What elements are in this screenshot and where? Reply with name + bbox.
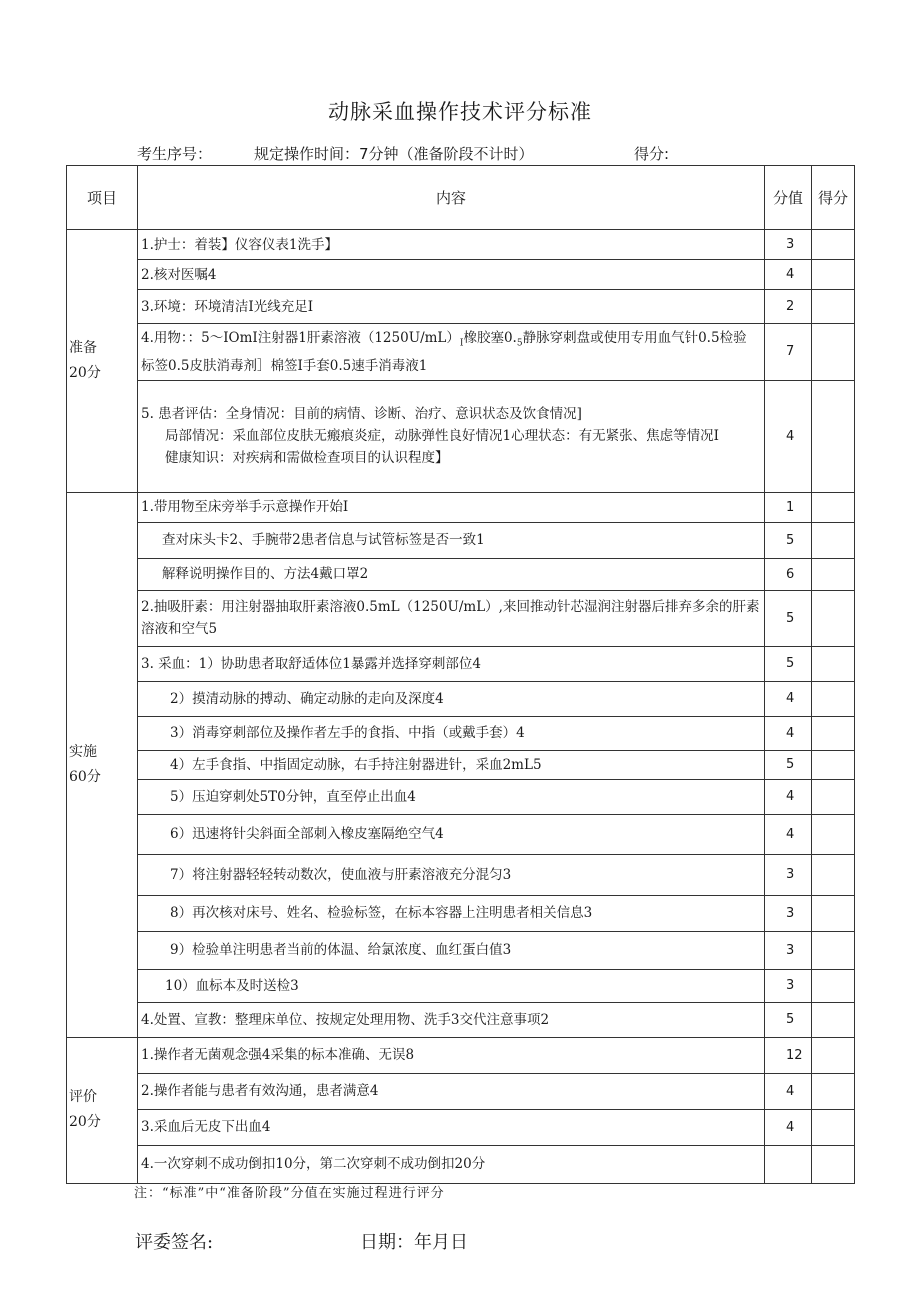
score-cell[interactable] [812, 646, 855, 681]
points-cell: 3 [765, 895, 812, 931]
points-cell: 4 [765, 681, 812, 716]
points-cell: 4 [765, 716, 812, 750]
header-content: 内容 [138, 166, 765, 230]
score-cell[interactable] [812, 779, 855, 814]
header-points: 分值 [765, 166, 812, 230]
points-cell: 3 [765, 230, 812, 260]
impl-item-12: 8）再次核对床号、姓名、检验标签，在标本容器上注明患者相关信息3 [138, 895, 765, 931]
eval-item-2: 2.操作者能与患者有效沟通，患者满意4 [138, 1073, 765, 1109]
score-cell[interactable] [812, 969, 855, 1002]
points-cell: 3 [765, 854, 812, 895]
points-cell: 5 [765, 590, 812, 646]
exam-number-label: 考生序号： [137, 145, 213, 163]
impl-item-3: 解释说明操作目的、方法4戴口罩2 [138, 558, 765, 590]
section-eval-label: 评价 20分 [67, 1037, 138, 1183]
table-row [67, 716, 855, 750]
score-cell[interactable] [812, 716, 855, 750]
header-score: 得分 [812, 166, 855, 230]
table-row [67, 895, 855, 931]
section-prep-label: 准备 20分 [67, 230, 138, 493]
table-row [67, 230, 855, 260]
points-cell: 4 [765, 380, 812, 492]
scoring-note: 注：“标准”中“准备阶段”分值在实施过程进行评分 [134, 1186, 445, 1201]
score-cell[interactable] [812, 1145, 855, 1183]
impl-item-14: 10）血标本及时送检3 [138, 969, 765, 1002]
table-row [67, 1002, 855, 1037]
table-row [67, 779, 855, 814]
table-row [67, 1109, 855, 1145]
table-row [67, 931, 855, 969]
impl-item-10: 6）迅速将针尖斜面全部刺入橡皮塞隔绝空气4 [138, 814, 765, 854]
score-cell[interactable] [812, 324, 855, 381]
date-label: 日期：年月日 [360, 1232, 468, 1253]
impl-item-5: 3. 采血：1）协助患者取舒适体位1暴露并选择穿刺部位4 [138, 646, 765, 681]
impl-item-1: 1.带用物至床旁举手示意操作开始I [138, 492, 765, 522]
prep-item-3: 3.环境：环境清洁I光线充足I [138, 290, 765, 324]
score-cell[interactable] [812, 931, 855, 969]
score-cell[interactable] [812, 260, 855, 290]
impl-item-8: 4）左手食指、中指固定动脉，右手持注射器进针，采血2mL5 [138, 750, 765, 779]
score-cell[interactable] [812, 590, 855, 646]
points-cell [765, 1145, 812, 1183]
table-row [67, 1073, 855, 1109]
points-cell: 4 [765, 260, 812, 290]
table-row [67, 380, 855, 492]
points-cell: 2 [765, 290, 812, 324]
prep-item-4: 4.用物：：5～IOmI注射器1肝素溶液$(1250U/mL)_I$橡胶塞$0._5$静脉穿刺盘或使用专用血气针0.5检验标签0.5皮肤消毒剂］棉签I手套0.5速手消毒液1 [138, 324, 765, 381]
time-limit-label: 规定操作时间：7分钟（准备阶段不计时） [254, 145, 534, 163]
points-cell: 3 [765, 931, 812, 969]
header-item: 项目 [67, 166, 138, 230]
score-cell[interactable] [812, 681, 855, 716]
points-cell: 7 [765, 324, 812, 381]
impl-item-15: 4.处置、宣教：整理床单位、按规定处理用物、洗手3交代注意事项2 [138, 1002, 765, 1037]
impl-item-9: 5）压迫穿刺处5T0分钟，直至停止出血4 [138, 779, 765, 814]
impl-item-7: 3）消毒穿刺部位及操作者左手的食指、中指（或戴手套）4 [138, 716, 765, 750]
table-row [67, 590, 855, 646]
score-cell[interactable] [812, 522, 855, 558]
document-title: 动脉采血操作技术评分标准 [328, 100, 592, 124]
table-row [67, 750, 855, 779]
total-score-label: 得分: [634, 145, 670, 163]
impl-item-11: 7）将注射器轻轻转动数次，使血液与肝素溶液充分混匀3 [138, 854, 765, 895]
table-row [67, 492, 855, 522]
points-cell: 12 [765, 1037, 812, 1073]
score-cell[interactable] [812, 854, 855, 895]
table-row [67, 1145, 855, 1183]
scoring-table [66, 165, 855, 1184]
points-cell: 5 [765, 1002, 812, 1037]
points-cell: 5 [765, 750, 812, 779]
eval-item-3: 3.采血后无皮下出血4 [138, 1109, 765, 1145]
score-cell[interactable] [812, 895, 855, 931]
score-cell[interactable] [812, 1073, 855, 1109]
table-row [67, 324, 855, 381]
impl-item-2: 查对床头卡2、手腕带2患者信息与试管标签是否一致1 [138, 522, 765, 558]
exam-header [0, 143, 920, 167]
points-cell: 4 [765, 814, 812, 854]
points-cell: 5 [765, 522, 812, 558]
eval-item-4: 4.一次穿刺不成功倒扣10分，第二次穿刺不成功倒扣20分 [138, 1145, 765, 1183]
table-header-row [67, 166, 855, 230]
score-cell[interactable] [812, 1037, 855, 1073]
score-cell[interactable] [812, 1109, 855, 1145]
table-row [67, 854, 855, 895]
points-cell: 6 [765, 558, 812, 590]
impl-item-6: 2）摸清动脉的搏动、确定动脉的走向及深度4 [138, 681, 765, 716]
points-cell: 1 [765, 492, 812, 522]
table-row [67, 522, 855, 558]
judge-signature-label: 评委签名: [135, 1232, 214, 1253]
score-cell[interactable] [812, 750, 855, 779]
table-row [67, 558, 855, 590]
table-row [67, 969, 855, 1002]
score-cell[interactable] [812, 290, 855, 324]
impl-item-13: 9）检验单注明患者当前的体温、给氯浓度、血红蛋白值3 [138, 931, 765, 969]
points-cell: 3 [765, 969, 812, 1002]
table-row [67, 290, 855, 324]
score-cell[interactable] [812, 558, 855, 590]
points-cell: 4 [765, 1109, 812, 1145]
points-cell: 4 [765, 1073, 812, 1109]
score-cell[interactable] [812, 814, 855, 854]
impl-item-4: 2.抽吸肝素：用注射器抽取肝素溶液0.5mL（1250U/mL）,来回推动针芯湿润注射器后排弃多余的肝素溶液和空气5 [138, 590, 765, 646]
prep-item-2: 2.核对医嘱4 [138, 260, 765, 290]
prep-item-1: 1.护士：着装】仪容仪表1洗手】 [138, 230, 765, 260]
points-cell: 4 [765, 779, 812, 814]
table-row [67, 814, 855, 854]
table-row [67, 1037, 855, 1073]
points-cell: 5 [765, 646, 812, 681]
table-row [67, 646, 855, 681]
score-cell[interactable] [812, 1002, 855, 1037]
table-row [67, 260, 855, 290]
section-impl-label: 实施 60分 [67, 492, 138, 1037]
score-cell[interactable] [812, 492, 855, 522]
table-row [67, 681, 855, 716]
prep-item-5: 5. 患者评估：全身情况：目前的病情、诊断、治疗、意识状态及饮食情况] 局部情况：采血部位皮肤无瘢痕炎症，动脉弹性良好情况1心理状态：有无紧张、焦虑等情况I 健康知识：对疾病和需做检查项目的认识程度】 [138, 380, 765, 492]
score-cell[interactable] [812, 380, 855, 492]
score-cell[interactable] [812, 230, 855, 260]
eval-item-1: 1.操作者无菌观念强4采集的标本准确、无误8 [138, 1037, 765, 1073]
